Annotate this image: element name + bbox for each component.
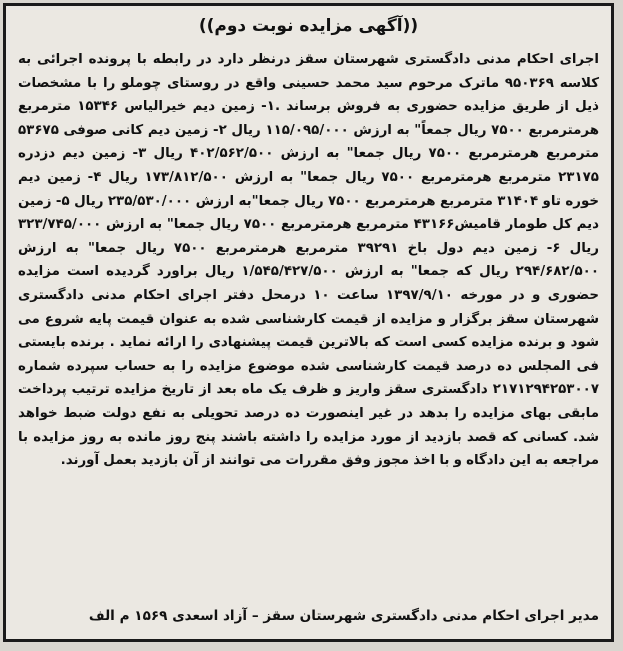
notice-body: اجرای احکام مدنی دادگستری شهرستان سقز درنظر دارد در رابطه با پرونده اجرائی به کلاسه ۹۵۰۳۶۹ ماترک مرحوم سید محمد حسینی واقع در روستای چوملو را با مشخصات ذیل از طریق مزایده حضوری به فروش برساند .۱- زمین دیم خیرالیاس ۱۵۳۴۶ مترمربع هرمترمربع ۷۵۰۰ ریال جمعاً" به ارزش ۱۱۵/۰۹۵/۰۰۰ ریال ۲- زمین دیم کانی صوفی ۵۳۶۷۵ مترمربع هرمترمربع ۷۵۰۰ ریال جمعا" به ارزش ۴۰۲/۵۶۲/۵۰۰ ریال ۳- زمین دیم دزدره ۲۳۱۷۵ مترمربع هرمترمربع ۷۵۰۰ ریال جمعا" به ارزش ۱۷۳/۸۱۲/۵۰۰ ریال ۴- زمین دیم خوره تاو ۳۱۴۰۴ مترمربع هرمترمربع ۷۵۰۰ ریال جمعا"به ارزش ۲۳۵/۵۳۰/۰۰۰ ریال ۵- زمین دیم کل طومار قامیش۴۳۱۶۶ مترمربع هرمترمربع ۷۵۰۰ ریال جمعا" به ارزش ۳۲۳/۷۴۵/۰۰۰ ریال ۶- زمین دیم دول باخ ۳۹۲۹۱ مترمربع هرمترمربع ۷۵۰۰ ریال جمعا" به ارزش ۲۹۴/۶۸۲/۵۰۰ ریال که جمعا" به ارزش ۱/۵۴۵/۴۲۷/۵۰۰ ریال براورد گردیده است مزایده حضوری و در مورخه ۱۳۹۷/۹/۱۰ ساعت ۱۰ درمحل دفتر اجرای احکام مدنی دادگستری شهرستان سقز برگزار و مزایده از قیمت کارشناسی شده به عنوان قیمت پایه شروع می شود و برنده مزایده کسی است که بالاترین قیمت پیشنهادی را ارائه نماید . برنده بایستی فی المجلس ده درصد قیمت کارشناسی شده موضوع مزایده را به حساب سپرده شماره ۲۱۷۱۲۹۴۲۵۳۰۰۷ دادگستری سقز واریز و ظرف یک ماه بعد از تاریخ مزایده ترتیب پرداخت مابقی بهای مزایده را بدهد در غیر اینصورت ده درصد تحویلی به نفع دولت ضبط خواهد شد. کسانی که قصد بازدید از مورد مزایده را داشته باشند پنج روز مانده به روز مزایده با مراجعه به این دادگاه و با اخذ مجوز وفق مقررات می توانند از آن بازدید بعمل آورند. [18, 52, 600, 469]
notice-signature: مدیر اجرای احکام مدنی دادگستری شهرستان سقز – آزاد اسعدی ۱۵۶۹ م الف [88, 608, 599, 624]
notice-title: ((آگهی مزایده نوبت دوم)) [198, 16, 419, 36]
notice-box [3, 3, 614, 642]
